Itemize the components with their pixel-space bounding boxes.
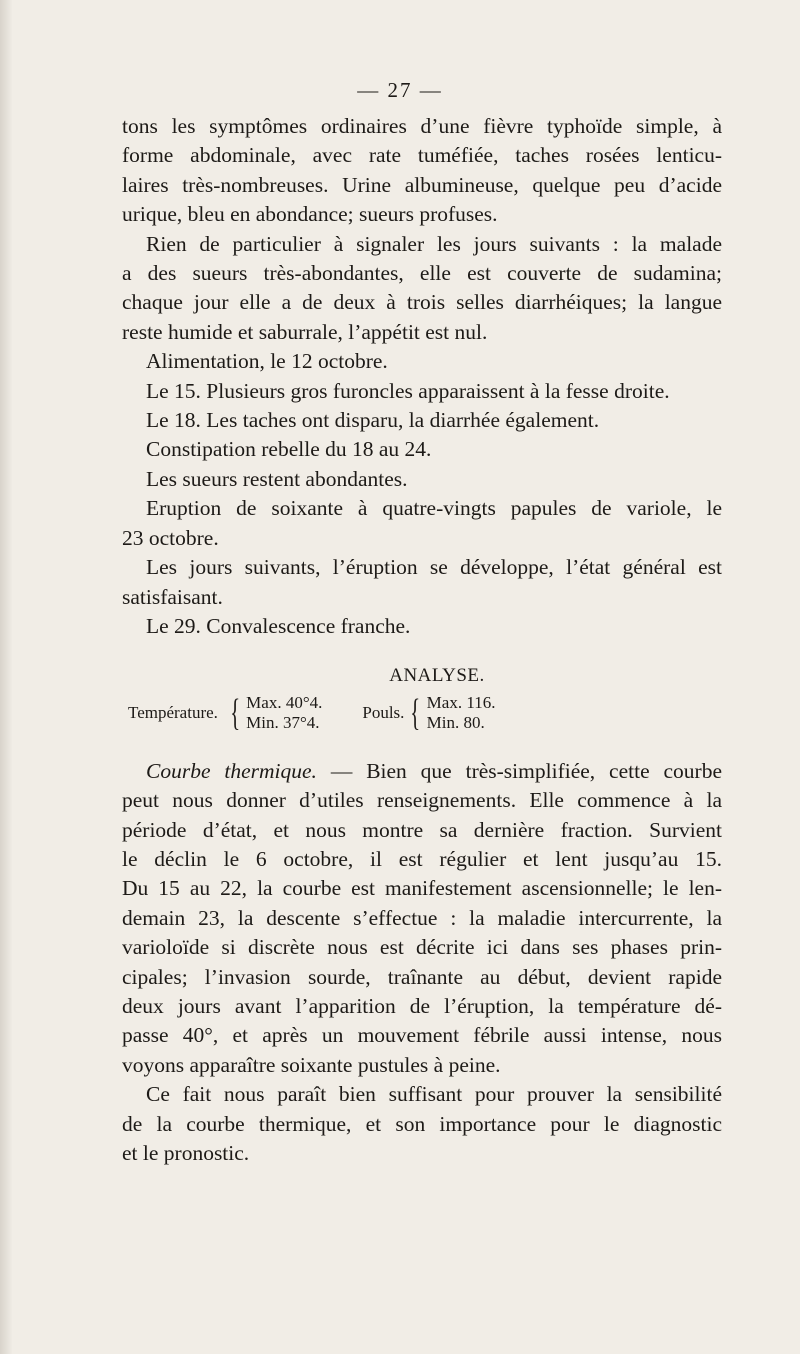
text-line: a des sueurs très-abondantes, elle est couverte de sudamina; xyxy=(122,261,722,286)
temperature-max: Max. 40°4. xyxy=(246,692,323,712)
text-line: Le 18. Les taches ont disparu, la diarrhée également. xyxy=(146,408,600,433)
text-line: Ce fait nous paraît bien suffisant pour prouver la sensibilité xyxy=(146,1082,722,1107)
brace-symbol: { xyxy=(230,691,241,734)
pouls-values xyxy=(427,693,496,733)
text-line: satisfaisant. xyxy=(122,584,223,609)
text-line: le déclin le 6 octobre, il est régulier et lent jusqu’au 15. xyxy=(122,846,722,871)
page-number: — 27 — xyxy=(357,78,443,102)
temperature-min: Min. 37°4. xyxy=(246,712,320,732)
text-line: Alimentation, le 12 octobre. xyxy=(146,349,388,374)
text-line xyxy=(122,757,722,786)
text-line: Les sueurs restent abondantes. xyxy=(146,466,408,491)
text-line: tons les symptômes ordinaires d’une fièvre typhoïde simple, à xyxy=(122,114,722,138)
text-line: Le 29. Convalescence franche. xyxy=(146,613,411,638)
body-text xyxy=(122,112,722,1168)
text-line: période d’état, et nous montre sa dernière fraction. Survient xyxy=(122,817,722,842)
analyse-heading: ANALYSE. xyxy=(389,665,485,687)
text-line: laires très-nombreuses. Urine albumineuse, quelque peu d’acide xyxy=(122,172,722,197)
text-line: Les jours suivants, l’éruption se développe, l’état général est xyxy=(146,555,722,580)
page-edge-shadow xyxy=(0,0,12,1354)
text-line: voyons apparaître soixante pustules à peine. xyxy=(122,1052,501,1077)
text-line: cipales; l’invasion sourde, traînante au début, devient rapide xyxy=(122,964,722,989)
text-line: Constipation rebelle du 18 au 24. xyxy=(146,437,432,462)
text-line: urique, bleu en abondance; sueurs profuses. xyxy=(122,202,498,227)
text-line: forme abdominale, avec rate tuméfiée, taches rosées lenticu- xyxy=(122,143,722,168)
pouls-max: Max. 116. xyxy=(426,692,496,712)
text-line: demain 23, la descente s’effectue : la maladie intercurrente, la xyxy=(122,905,722,930)
text-line: Eruption de soixante à quatre-vingts papules de variole, le xyxy=(146,496,722,521)
text-line: deux jours avant l’apparition de l’éruption, la température dé- xyxy=(122,993,722,1018)
text-line: et le pronostic. xyxy=(122,1141,250,1165)
analyse-table xyxy=(128,693,722,733)
courbe-title: Courbe thermique. xyxy=(146,758,317,783)
temperature-values xyxy=(246,693,322,733)
pouls-min: Min. 80. xyxy=(426,712,485,732)
pouls-label: Pouls. xyxy=(362,702,405,722)
text-line: 23 octobre. xyxy=(122,525,219,550)
text-line: peut nous donner d’utiles renseignements. Elle commence à la xyxy=(122,788,722,813)
courbe-text: — Bien que très-simplifiée, cette courbe xyxy=(316,758,722,783)
text-line: Du 15 au 22, la courbe est manifestement ascensionnelle; le len- xyxy=(122,876,722,901)
text-line: chaque jour elle a de deux à trois selles diarrhéiques; la langue xyxy=(122,290,722,315)
text-line: reste humide et saburrale, l’appétit est nul. xyxy=(122,319,488,344)
text-line: Rien de particulier à signaler les jours suivants : la malade xyxy=(146,231,722,256)
text-line: passe 40°, et après un mouvement fébrile aussi intense, nous xyxy=(122,1023,722,1048)
brace-symbol: { xyxy=(410,691,421,734)
text-line: de la courbe thermique, et son importance pour le diagnostic xyxy=(122,1111,722,1136)
text-line: Le 15. Plusieurs gros furoncles apparaissent à la fesse droite. xyxy=(146,378,670,403)
temperature-label: Température. xyxy=(128,702,218,722)
text-line: varioloïde si discrète nous est décrite ici dans ses phases prin- xyxy=(122,935,722,960)
